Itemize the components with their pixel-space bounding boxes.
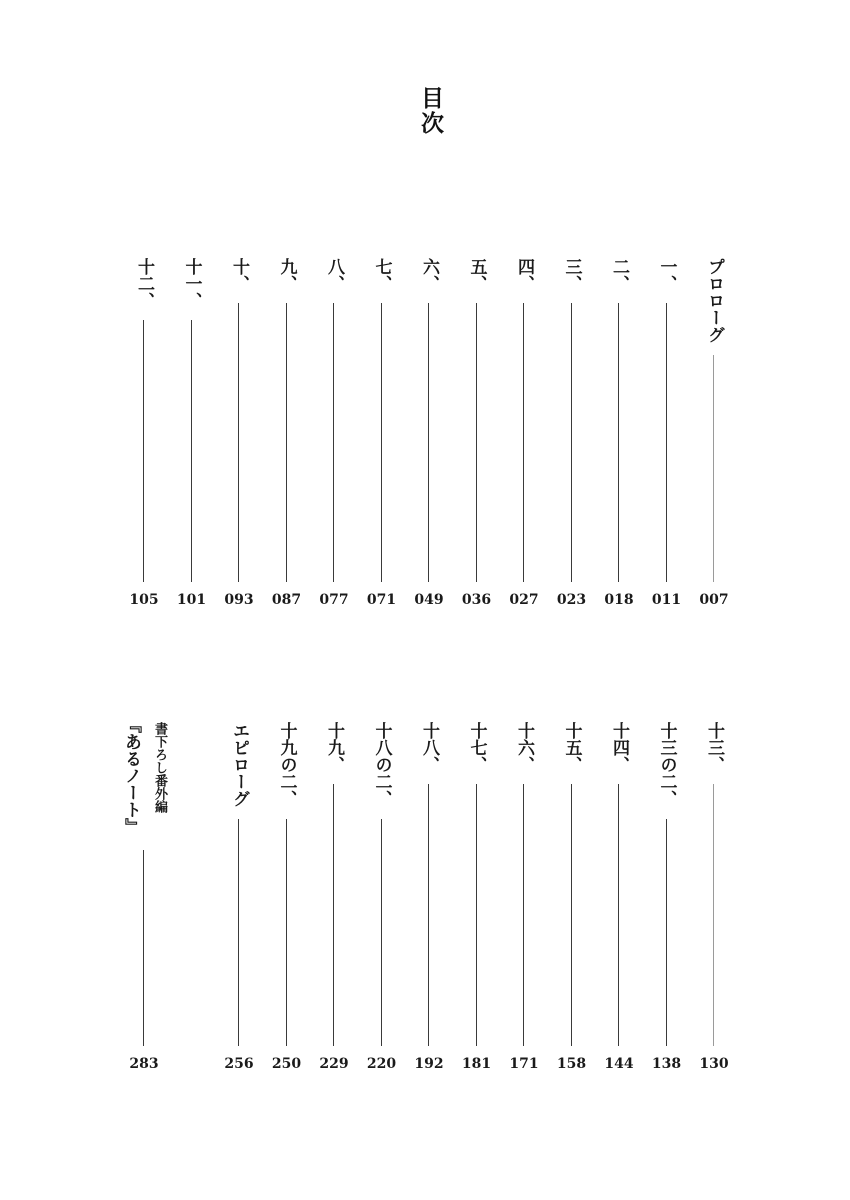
entry-title: 三、 <box>561 258 582 292</box>
entry-title: 七、 <box>371 258 392 292</box>
leader-line <box>713 355 714 583</box>
leader-line <box>381 303 382 582</box>
leader-line <box>476 303 477 582</box>
page-number: 071 <box>366 592 397 608</box>
toc-entry <box>504 258 544 612</box>
toc-entry <box>314 258 354 612</box>
page-number: 181 <box>461 1056 492 1072</box>
entry-title: 十六、 <box>514 722 534 773</box>
entry-title: 五、 <box>466 258 487 292</box>
toc-entry <box>457 258 497 612</box>
leader-line <box>238 303 239 582</box>
entry-title: エピローグ <box>229 722 249 807</box>
leader-line <box>333 784 334 1046</box>
page-number: 049 <box>414 592 444 608</box>
leader-line <box>476 784 477 1046</box>
toc-entry <box>552 722 592 1076</box>
entry-title: 十、 <box>229 258 249 292</box>
page-number: 158 <box>556 1056 587 1072</box>
leader-line <box>666 303 667 582</box>
entry-title: 十九の二、 <box>276 722 297 807</box>
entry-title: 十三の二、 <box>656 722 677 807</box>
toc-entry <box>219 258 259 612</box>
leader-line <box>286 819 287 1047</box>
entry-title: プロローグ <box>704 258 724 343</box>
page-number: 283 <box>129 1056 159 1072</box>
toc-entry <box>599 722 639 1076</box>
entry-title: 十八、 <box>419 722 439 773</box>
leader-line <box>571 784 572 1046</box>
toc-entry <box>599 258 639 612</box>
toc-entry <box>647 258 687 612</box>
leader-line <box>571 303 572 582</box>
entry-title: 六、 <box>419 258 439 292</box>
toc-entry <box>124 258 164 612</box>
toc-entry <box>647 722 687 1076</box>
leader-line <box>428 303 429 582</box>
toc-entry <box>172 258 212 612</box>
extra-title: 『あるノート』 <box>121 716 141 835</box>
leader-line <box>286 303 287 582</box>
toc-entry <box>267 722 307 1076</box>
page-number: 027 <box>509 592 539 608</box>
entry-title: 十三、 <box>704 722 724 773</box>
leader-line <box>381 819 382 1047</box>
page-number: 011 <box>651 592 682 608</box>
page-number: 018 <box>604 592 634 608</box>
entry-title: 十一、 <box>181 258 202 309</box>
page-number: 171 <box>509 1056 539 1072</box>
leader-line <box>618 303 619 582</box>
entry-title: 九、 <box>276 258 297 292</box>
toc-entry <box>552 258 592 612</box>
toc-entry <box>504 722 544 1076</box>
toc-entry <box>409 722 449 1076</box>
toc-entry <box>362 258 402 612</box>
page-number: 087 <box>271 592 302 608</box>
toc-entry <box>219 722 259 1076</box>
leader-line <box>666 819 667 1047</box>
page-number: 077 <box>319 592 349 608</box>
leader-line <box>713 784 714 1046</box>
toc-entry <box>694 258 734 612</box>
page-number: 105 <box>129 592 159 608</box>
page-number: 220 <box>366 1056 397 1072</box>
leader-line <box>333 303 334 582</box>
toc-entry <box>457 722 497 1076</box>
entry-title: 十八の二、 <box>371 722 392 807</box>
page-number: 101 <box>176 592 207 608</box>
entry-title: 十九、 <box>324 722 344 773</box>
leader-line <box>523 303 524 582</box>
toc-entry <box>267 258 307 612</box>
entry-title: 四、 <box>514 258 534 292</box>
extra-label: 書下ろし番外編 <box>152 722 167 813</box>
toc-entry <box>694 722 734 1076</box>
leader-line <box>428 784 429 1046</box>
entry-title: 八、 <box>324 258 344 292</box>
entry-title: 十二、 <box>134 258 154 309</box>
page-number: 023 <box>556 592 587 608</box>
leader-line <box>238 819 239 1047</box>
page-number: 229 <box>319 1056 349 1072</box>
page-number: 007 <box>699 592 729 608</box>
entry-title: 一、 <box>656 258 677 292</box>
leader-line <box>143 850 144 1046</box>
toc-entry <box>362 722 402 1076</box>
entry-title: 十七、 <box>466 722 487 773</box>
entry-title: 十五、 <box>561 722 582 773</box>
page-title: 目次 <box>417 86 444 136</box>
leader-line <box>618 784 619 1046</box>
page-number: 138 <box>651 1056 682 1072</box>
entry-title: 十四、 <box>609 722 629 773</box>
page-number: 192 <box>414 1056 444 1072</box>
leader-line <box>191 320 192 582</box>
toc-entry <box>409 258 449 612</box>
entry-title: 二、 <box>609 258 629 292</box>
page-number: 144 <box>604 1056 634 1072</box>
page-number: 256 <box>224 1056 254 1072</box>
leader-line <box>523 784 524 1046</box>
page-number: 036 <box>461 592 492 608</box>
leader-line <box>143 320 144 582</box>
page-number: 093 <box>224 592 254 608</box>
toc-entry-extra <box>121 716 167 1076</box>
page-number: 250 <box>271 1056 302 1072</box>
page-number: 130 <box>699 1056 729 1072</box>
toc-entry <box>314 722 354 1076</box>
